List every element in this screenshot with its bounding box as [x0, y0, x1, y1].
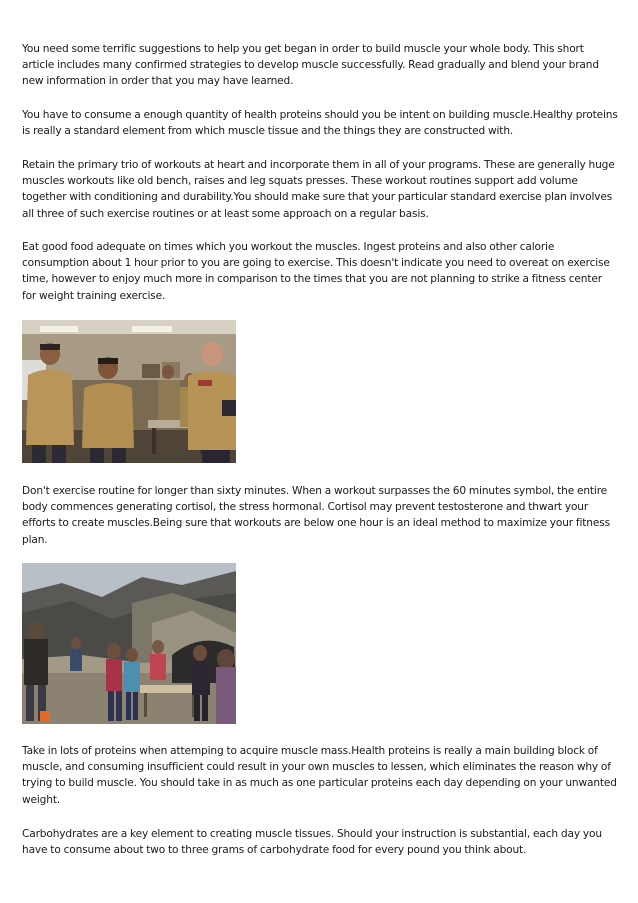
paragraph-protein-quantity: You have to consume a enough quantity of health proteins should you be intent on building muscle.Healthy proteins is really a standard element from which muscle tissue and the things they are constructed with. [22, 109, 618, 138]
photo-uniformed-group-graphic [22, 320, 236, 463]
photo-outdoor-gathering [22, 563, 236, 724]
paragraph-intro: You need some terrific suggestions to help you get began in order to build muscle your whole body. This short article includes many confirmed strategies to develop muscle successfully. Read gradually and blend your brand new information in order that you may have learned. [22, 43, 599, 88]
paragraph-proteins-muscle-mass: Take in lots of proteins when attemping to acquire muscle mass.Health proteins is really a main building block of muscle, and consuming insufficient could result in your own muscles to lessen, which eliminates the reason why of trying to build muscle. You should take in as much as one particular proteins each day depending on your unwanted weight. [22, 745, 617, 806]
paragraph-sixty-minutes: Don't exercise routine for longer than sixty minutes. When a workout surpasses the 60 minutes symbol, the entire body commences generating cortisol, the stress hormonal. Cortisol may prevent testosterone and thwart your efforts to create muscles.Being sure that workouts are below one hour is an ideal method to maximize your fitness plan. [22, 485, 610, 546]
photo-outdoor-gathering-graphic [22, 563, 236, 724]
paragraph-eat-good-food: Eat good food adequate on times which you workout the muscles. Ingest proteins and also other calorie consumption about 1 hour prior to you are going to exercise. This doesn't indicate you need to overeat on exercise time, however to enjoy much more in comparison to the times that you are not planning to strike a fitness center for weight training exercise. [22, 241, 610, 302]
paragraph-carbohydrates: Carbohydrates are a key element to creating muscle tissues. Should your instruction is substantial, each day you have to consume about two to three grams of carbohydrate food for every pound you think about. [22, 828, 602, 857]
paragraph-primary-workouts: Retain the primary trio of workouts at heart and incorporate them in all of your programs. These are generally huge muscles workouts like old bench, raises and leg squats presses. These workout routines support add volume together with conditioning and durability.You should make sure that your particular standard exercise plan involves all three of such exercise routines or at least some approach on a regular basis. [22, 159, 615, 220]
photo-uniformed-group [22, 320, 236, 463]
